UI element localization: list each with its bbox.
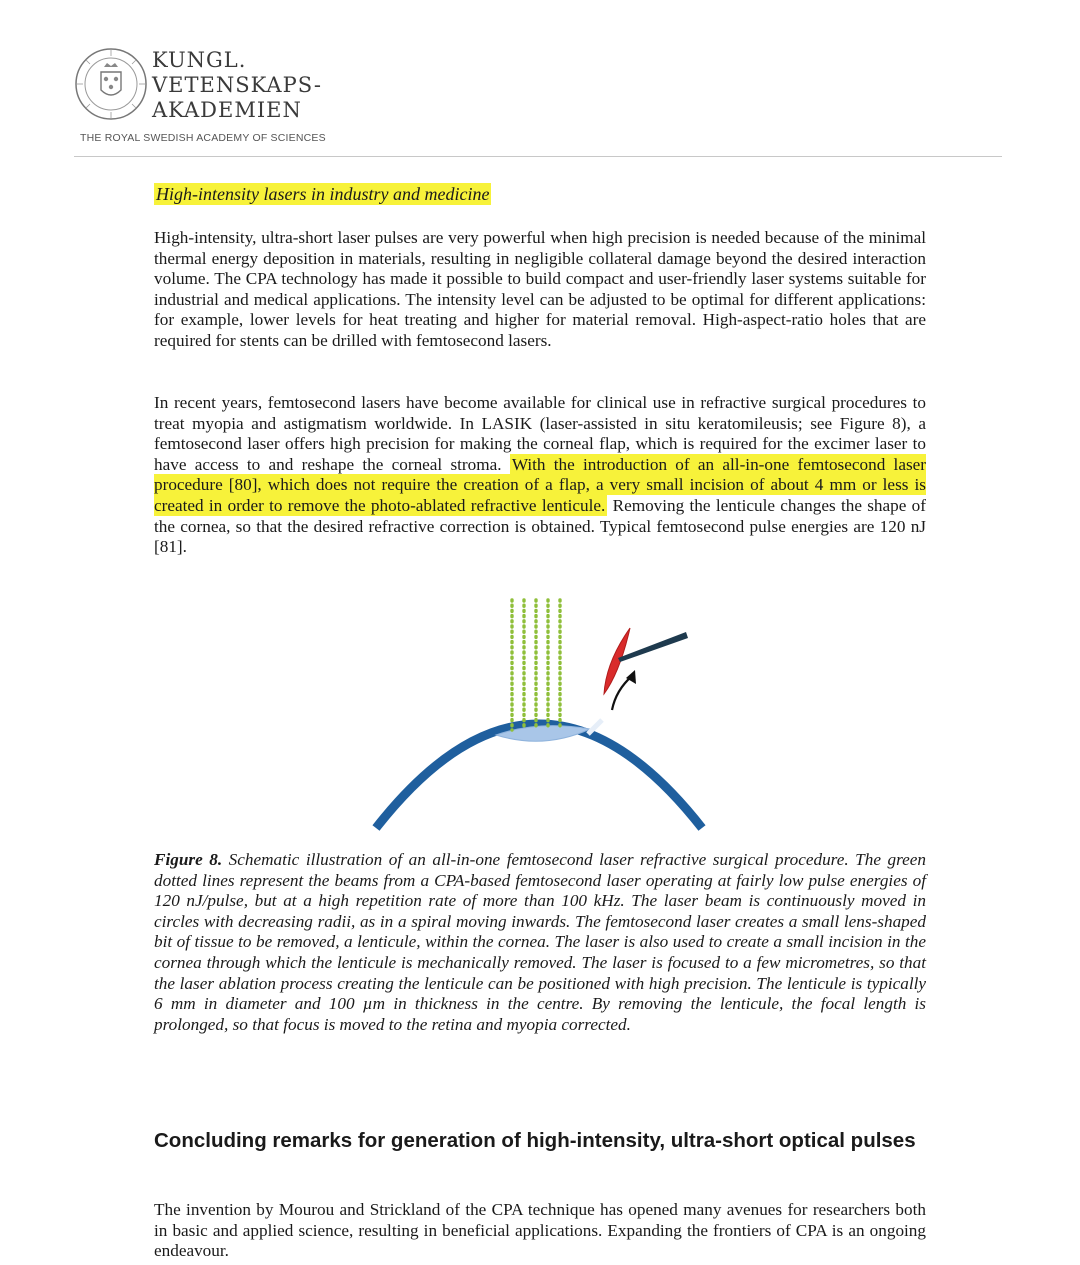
figure-8-illustration xyxy=(364,592,714,832)
concluding-remarks-heading: Concluding remarks for generation of high-intensity, ultra-short optical pulses xyxy=(154,1129,916,1152)
highlighted-text: With the introduction of an all-in-one femtosecond laser procedure [80], which does not require the creation of a flap, a very small incision of about 4 mm or less is created in order to remove the photo-ablated refractive lenticule. xyxy=(154,454,926,515)
academy-name xyxy=(152,48,322,123)
academy-subtitle: THE ROYAL SWEDISH ACADEMY OF SCIENCES xyxy=(80,132,326,144)
removal-arrow xyxy=(612,676,632,710)
section-title-text: High-intensity lasers in industry and medicine xyxy=(156,184,490,204)
scalpel-handle xyxy=(618,632,688,662)
academy-name-line3: AKADEMIEN xyxy=(152,98,302,122)
paragraph-text-end: Removing the lenticule changes the shape of the cornea, so that the desired refractive correction is obtained. Typical femtosecond pulse energies are 120 nJ [81]. xyxy=(154,495,926,557)
figure-caption-text: Schematic illustration of an all-in-one femtosecond laser refractive surgical procedure. The green dotted lines represent the beams from a CPA-based femtosecond laser operating at fairly low pulse energies of 120 nJ/pulse, but at a high repetition rate of more than 100 kHz. The laser beam is continuously moved in circles with decreasing radii, as in a spiral moving inwards. The femtosecond laser creates a small lens-shaped bit of tissue to be removed, a lenticule, within the cornea. The laser is also used to create a small incision in the cornea through which the lenticule is mechanically removed. The laser is focused to a few micrometres, so that the laser ablation process creating the lenticule can be positioned with high precision. The lenticule is typically 6 mm in diameter and 100 µm in thickness in the centre. By removing the lenticule, the focal length is prolonged, so that focus is moved to the retina and myopia corrected. xyxy=(154,850,926,1034)
figure-caption-label: Figure 8. xyxy=(154,850,223,869)
academy-name-line1: KUNGL. xyxy=(152,48,247,72)
paragraph-concluding: The invention by Mourou and Strickland of the CPA technique has opened many avenues for researchers both in basic and applied science, resulting in beneficial applications. Expanding the frontiers of CPA is an ongoing endeavour. xyxy=(154,1200,926,1261)
laser-beams xyxy=(512,600,560,730)
paragraph-text: In recent years, femtosecond lasers have become available for clinical use in refractive surgical procedures to treat myopia and astigmatism worldwide. In LASIK (laser-assisted in situ keratomileusis; see Figure 8), a femtosecond laser offers high precision for making the corneal flap, which is required for the excimer laser to have access to and reshape the corneal stroma. xyxy=(154,393,926,474)
academy-name-line2: VETENSKAPS- xyxy=(152,73,322,97)
academy-seal-icon xyxy=(74,46,148,126)
section-title xyxy=(154,184,926,205)
paragraph-femtosecond-surgery xyxy=(154,393,926,558)
paragraph-industry-medicine: High-intensity, ultra-short laser pulses are very powerful when high precision is needed because of the minimal thermal energy deposition in materials, resulting in negligible collateral damage beyond the desired interaction volume. The CPA technology has made it possible to build compact and user-friendly laser systems suitable for industrial and medical applications. The intensity level can be adjusted to be optimal for different applications: for example, lower levels for heat treating and higher for material removal. High-aspect-ratio holes that are required for stents can be drilled with femtosecond lasers. xyxy=(154,228,926,350)
figure-caption xyxy=(154,850,926,1035)
page-header xyxy=(74,42,1004,160)
scalpel-blade xyxy=(604,628,630,694)
header-divider xyxy=(74,156,1002,157)
